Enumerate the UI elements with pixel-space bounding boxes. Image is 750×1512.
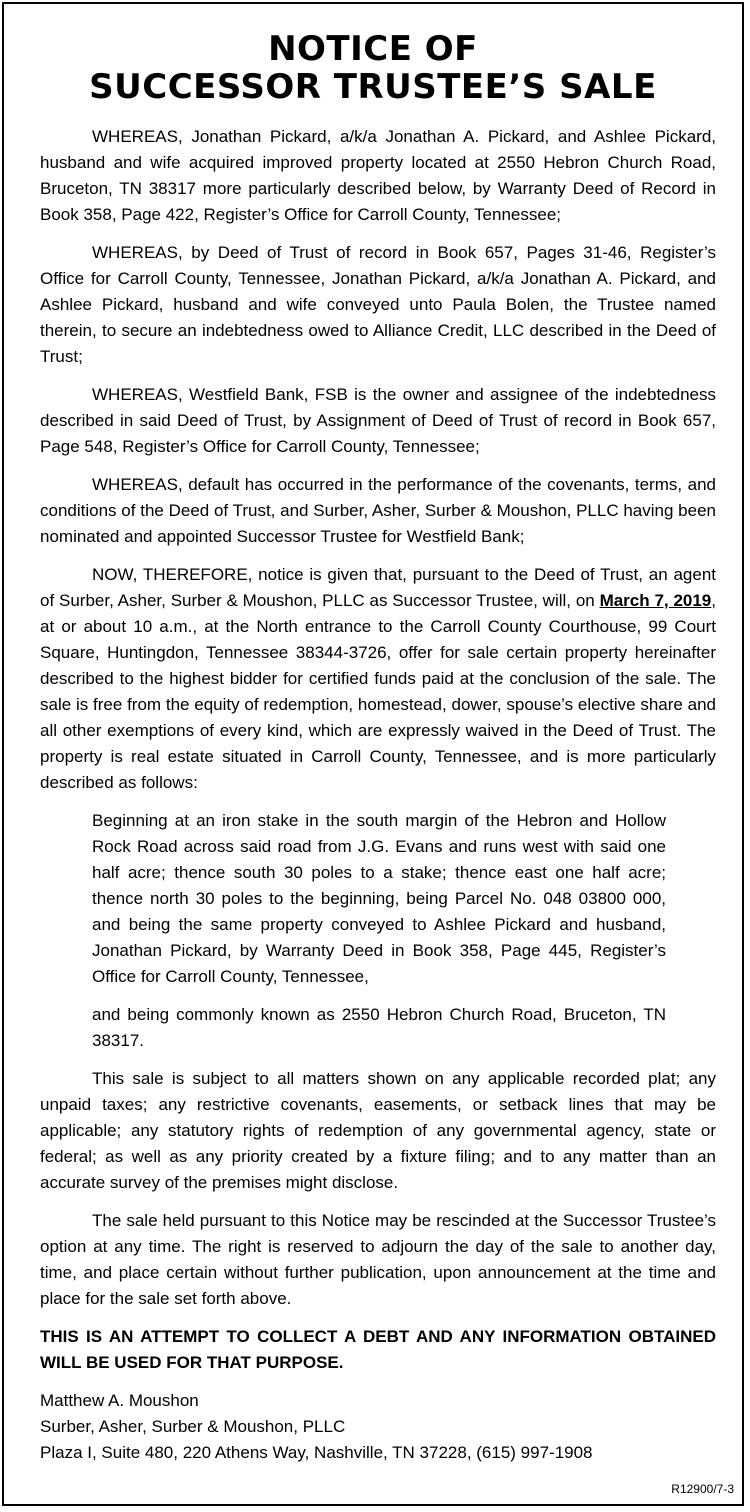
sale-date: March 7, 2019 — [599, 591, 712, 610]
signature-block — [40, 1388, 716, 1466]
signer-name: Matthew A. Moushon — [40, 1391, 199, 1410]
paragraph-subject-to: This sale is subject to all matters shown on any applicable recorded plat; any unpaid taxes; any restrictive covenants, easements, or setback lines that may be applicable; any statutory rights of redemption of any governmental agency, state or federal; as well as any priority created by a fixture filing; and to any matter than an accurate survey of the premises might disclose. — [40, 1069, 716, 1192]
paragraph-whereas-4: WHEREAS, default has occurred in the performance of the covenants, terms, and conditions of the Deed of Trust, and Surber, Asher, Surber & Moushon, PLLC having been nominated and appointed Successor Trustee for Westfield Bank; — [40, 475, 716, 546]
reference-code: R12900/7-3 — [671, 1482, 734, 1496]
notice-frame — [2, 2, 744, 1506]
property-address: and being commonly known as 2550 Hebron Church Road, Bruceton, TN 38317. — [92, 1005, 666, 1050]
signer-firm: Surber, Asher, Surber & Moushon, PLLC — [40, 1417, 346, 1436]
signer-address: Plaza I, Suite 480, 220 Athens Way, Nashville, TN 37228, (615) 997-1908 — [40, 1443, 593, 1462]
paragraph-whereas-2: WHEREAS, by Deed of Trust of record in Book 657, Pages 31-46, Register’s Office for Carroll County, Tennessee, Jonathan Pickard, a/k/a Jonathan A. Pickard, and Ashlee Pickard, husband and wife conveyed unto Paula Bolen, the Trustee named therein, to secure an indebtedness owed to Alliance Credit, LLC described in the Deed of Trust; — [40, 243, 716, 366]
debt-collection-warning: THIS IS AN ATTEMPT TO COLLECT A DEBT AND ANY INFORMATION OBTAINED WILL BE USED FOR THAT PURPOSE. — [40, 1327, 716, 1372]
notice-title — [4, 30, 742, 106]
legal-description: Beginning at an iron stake in the south margin of the Hebron and Hollow Rock Road across said road from J.G. Evans and runs west with said one half acre; thence south 30 poles to a stake; thence east one half acre; thence north 30 poles to the beginning, being Parcel No. 048 03800 000, and being the same property conveyed to Ashlee Pickard and husband, Jonathan Pickard, by Warranty Deed in Book 358, Page 445, Register’s Office for Carroll County, Tennessee, — [92, 811, 666, 986]
title-line-2: SUCCESSOR TRUSTEE’S SALE — [89, 67, 657, 107]
paragraph-whereas-3: WHEREAS, Westfield Bank, FSB is the owner and assignee of the indebtedness described in said Deed of Trust, by Assignment of Deed of Trust of record in Book 657, Page 548, Register’s Office for Carroll County, Tennessee; — [40, 385, 716, 456]
now-therefore-text-start: NOW, THEREFORE, notice is given that, pursuant to the Deed of Trust, an agent of Surber, Asher, Surber & Moushon, PLLC as Successor Trustee, will, on — [40, 565, 716, 610]
paragraph-rescind: The sale held pursuant to this Notice may be rescinded at the Successor Trustee’s option at any time. The right is reserved to adjourn the day of the sale to another day, time, and place certain without further publication, upon announcement at the time and place for the sale set forth above. — [40, 1211, 716, 1308]
paragraph-whereas-1: WHEREAS, Jonathan Pickard, a/k/a Jonathan A. Pickard, and Ashlee Pickard, husband and wife acquired improved property located at 2550 Hebron Church Road, Bruceton, TN 38317 more particularly described below, by Warranty Deed of Record in Book 358, Page 422, Register’s Office for Carroll County, Tennessee; — [40, 127, 716, 224]
paragraph-now-therefore — [40, 562, 716, 796]
now-therefore-text-end: , at or about 10 a.m., at the North entrance to the Carroll County Courthouse, 99 Court Square, Huntingdon, Tennessee 38344-3726, offer for sale certain property hereinafter described to the highest bidder for certified funds paid at the conclusion of the sale. The sale is free from the equity of redemption, homestead, dower, spouse’s elective share and all other exemptions of every kind, which are expressly waived in the Deed of Trust. The property is real estate situated in Carroll County, Tennessee, and is more particularly described as follows: — [40, 591, 716, 792]
title-line-1: NOTICE OF — [268, 29, 478, 69]
notice-body — [40, 124, 716, 1466]
